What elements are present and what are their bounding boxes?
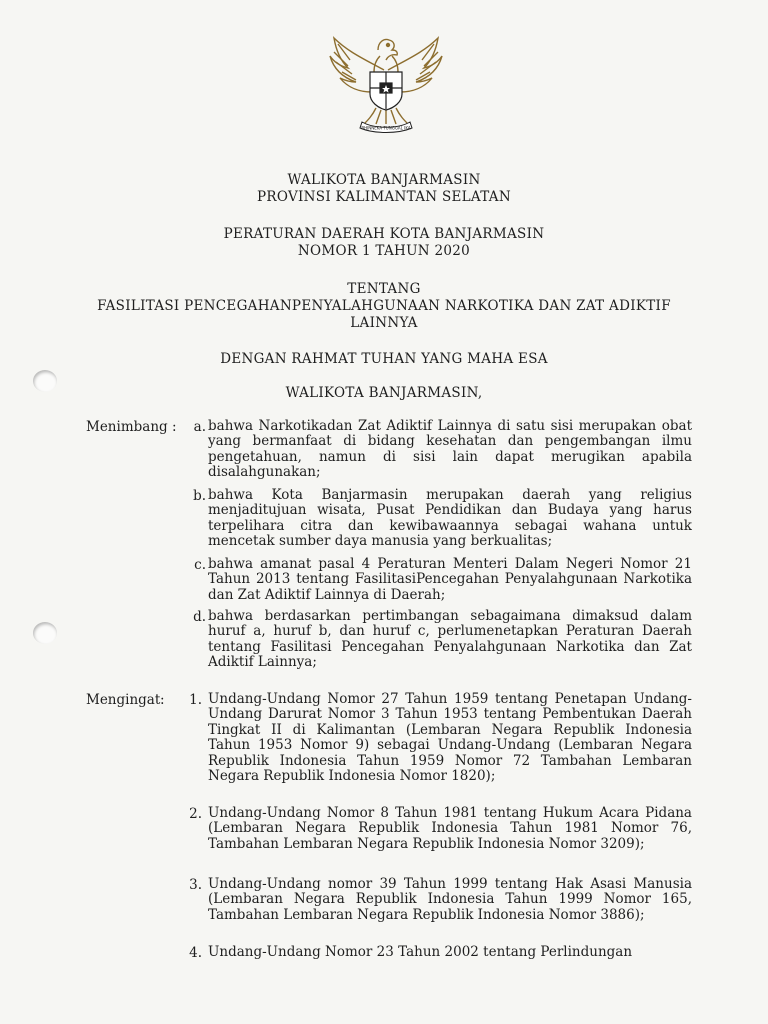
- mengingat-label: Mengingat: [86, 692, 161, 708]
- punch-hole-bottom: [33, 622, 57, 644]
- menimbang-item-b: bahwa Kota Banjarmasin merupakan daerah yang religius menjaditujuan wisata, Pusat Pendidikan dan Budaya yang harus terpelihara citra dan kewibawaannya sebagai wahana untuk mencetak sumber daya manusia yang berkualitas;: [208, 487, 692, 550]
- subject-line1: FASILITASI PENCEGAHANPENYALAHGUNAAN NARKOTIKA DAN ZAT ADIKTIF: [97, 298, 671, 314]
- menimbang-item-c: bahwa amanat pasal 4 Peraturan Menteri Dalam Negeri Nomor 21 Tahun 2013 tentang FasilitasiPencegahan Penyalahgunaan Narkotika dan Zat Adiktif Lainnya di Daerah;: [208, 556, 692, 603]
- mengingat-item-2: Undang-Undang Nomor 8 Tahun 1981 tentang Hukum Acara Pidana (Lembaran Negara Republik Indonesia Tahun 1981 Nomor 76, Tambahan Lembaran Negara Republik Indonesia Nomor 3209);: [208, 805, 692, 852]
- mengingat-colon: :: [160, 692, 165, 708]
- mengingat-marker-3: 3.: [189, 877, 202, 893]
- menimbang-marker-c: c.: [194, 557, 206, 573]
- svg-text:BHINNEKA TUNGGAL IKA: BHINNEKA TUNGGAL IKA: [361, 125, 411, 131]
- mengingat-marker-1: 1.: [189, 692, 202, 708]
- menimbang-marker-d: d.: [193, 609, 206, 625]
- mengingat-item-1: Undang-Undang Nomor 27 Tahun 1959 tentang Penetapan Undang-Undang Darurat Nomor 3 Tahun 1953 tentang Pembentukan Daerah Tingkat II di Kalimantan (Lembaran Negara Republik Indonesia Tahun 1953 Nomor 9) sebagai Undang-Undang (Lembaran Negara Republik Indonesia Tahun 1959 Nomor 72 Tambahan Lembaran Negara Republik Indonesia Nomor 1820);: [208, 691, 692, 785]
- menimbang-label: Menimbang: [86, 419, 168, 435]
- mengingat-marker-2: 2.: [189, 806, 202, 822]
- menimbang-colon: :: [172, 419, 177, 435]
- mengingat-marker-4: 4.: [189, 945, 202, 961]
- preamble: DENGAN RAHMAT TUHAN YANG MAHA ESA: [220, 351, 548, 367]
- menimbang-marker-b: b.: [193, 488, 206, 504]
- title-line2: PROVINSI KALIMANTAN SELATAN: [257, 189, 511, 205]
- regulation-line2: NOMOR 1 TAHUN 2020: [297, 243, 471, 259]
- regulation-line1: PERATURAN DAERAH KOTA BANJARMASIN: [223, 226, 545, 242]
- menimbang-item-d: bahwa berdasarkan pertimbangan sebagaimana dimaksud dalam huruf a, huruf b, dan huruf c, perlumenetapkan Peraturan Daerah tentang Fasilitasi Pencegahan Penyalahgunaan Narkotika dan Zat Adiktif Lainnya;: [208, 608, 692, 671]
- subject-line2: LAINNYA: [350, 315, 418, 331]
- garuda-emblem-icon: [326, 30, 446, 138]
- about-heading: TENTANG: [347, 281, 421, 297]
- menimbang-item-a: bahwa Narkotikadan Zat Adiktif Lainnya di satu sisi merupakan obat yang bermanfaat di bidang kesehatan dan pengembangan ilmu pengetahuan, namun di sisi lain dapat merugikan apabila disalahgunakan;: [208, 418, 692, 481]
- title-line1: WALIKOTA BANJARMASIN: [287, 172, 481, 188]
- mayor-heading: WALIKOTA BANJARMASIN,: [285, 385, 483, 401]
- mengingat-item-3: Undang-Undang nomor 39 Tahun 1999 tentang Hak Asasi Manusia (Lembaran Negara Republik Indonesia Tahun 1999 Nomor 165, Tambahan Lembaran Negara Republik Indonesia Nomor 3886);: [208, 876, 692, 923]
- mengingat-item-4: Undang-Undang Nomor 23 Tahun 2002 tentang Perlindungan: [208, 944, 633, 960]
- menimbang-marker-a: a.: [193, 419, 206, 435]
